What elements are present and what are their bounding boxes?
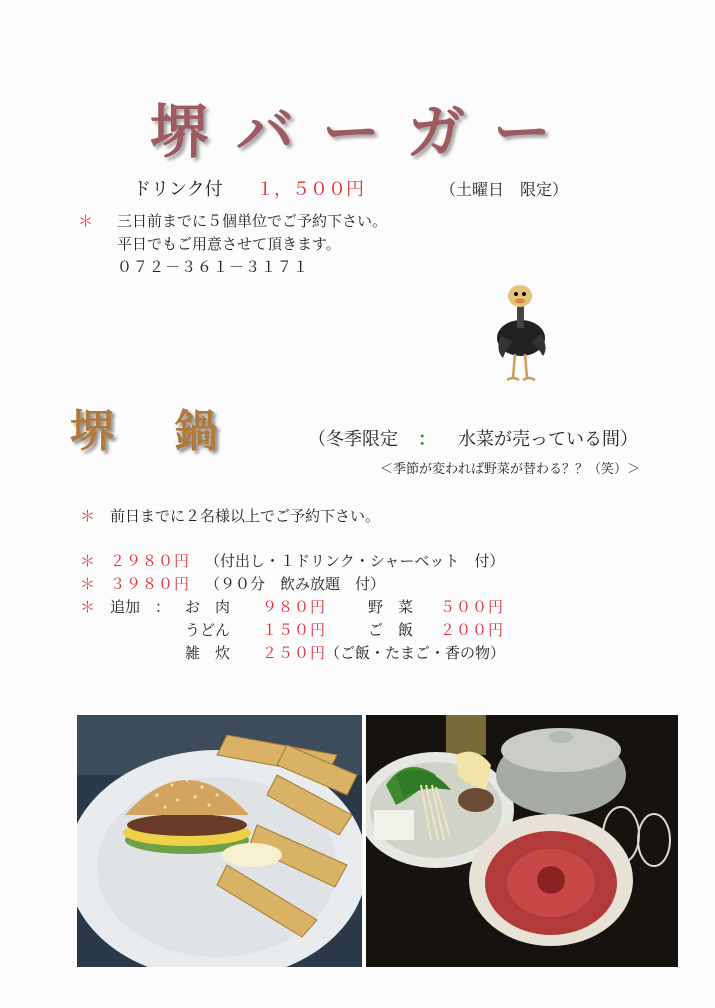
plan1-mark: ＊ (80, 552, 96, 570)
burger-photo (77, 715, 362, 967)
nabe-title-part2: 鍋 (174, 406, 218, 457)
addon-name: 野 菜 (368, 598, 414, 616)
addon-mark: ＊ (80, 598, 96, 616)
burger-limit: （土曜日 限定） (440, 180, 569, 199)
addon-name: 雑 炊 (185, 644, 231, 662)
nabe-reserve: 前日までに２名様以上でご予約下さい。 (110, 507, 381, 525)
nabe-season-text: 水菜が売っている間） (458, 429, 638, 450)
burger-note-line2: 平日でもご用意させて頂きます。 (117, 235, 341, 253)
zosui-desc: （ご飯・たまご・香の物） (325, 644, 506, 662)
plan1-price: ２９８０円 (110, 552, 191, 570)
addon-name: うどん (185, 621, 231, 639)
nabe-colon: ： (418, 429, 436, 450)
addon-price: １５０円 (262, 621, 327, 639)
addon-price: ２５０円 (262, 644, 327, 662)
addon-name: お 肉 (185, 598, 231, 616)
addon-name: ご 飯 (368, 621, 414, 639)
burger-title: 堺バーガー (150, 98, 579, 166)
plan2-mark: ＊ (80, 575, 96, 593)
plan2-price: ３９８０円 (110, 575, 191, 593)
burger-drink-label: ドリンク付 (133, 179, 223, 200)
plan1-desc: （付出し・１ドリンク・シャーベット 付） (205, 552, 505, 570)
burger-note-line1: 三日前までに５個単位でご予約下さい。 (117, 212, 388, 230)
addon-price: ２００円 (440, 621, 505, 639)
nabe-title-part1: 堺 (70, 406, 114, 457)
burger-phone: ０７２－３６１－３１７１ (117, 258, 310, 276)
nabe-reserve-mark: ＊ (80, 507, 96, 525)
burger-note-mark: ＊ (78, 212, 94, 230)
ostrich-icon (493, 280, 551, 385)
addon-price: ９８０円 (262, 598, 327, 616)
nabe-season-open: （冬季限定 (308, 429, 398, 450)
addon-label: 追加 ： (110, 598, 171, 616)
burger-price: １，５００円 (256, 179, 364, 200)
nabe-photo (366, 715, 678, 967)
nabe-subnote: ＜季節が変われば野菜が替わる？？（笑）＞ (380, 462, 641, 477)
plan2-desc: （９０分 飲み放題 付） (205, 575, 386, 593)
addon-price: ５００円 (440, 598, 505, 616)
nabe-title (70, 395, 218, 459)
